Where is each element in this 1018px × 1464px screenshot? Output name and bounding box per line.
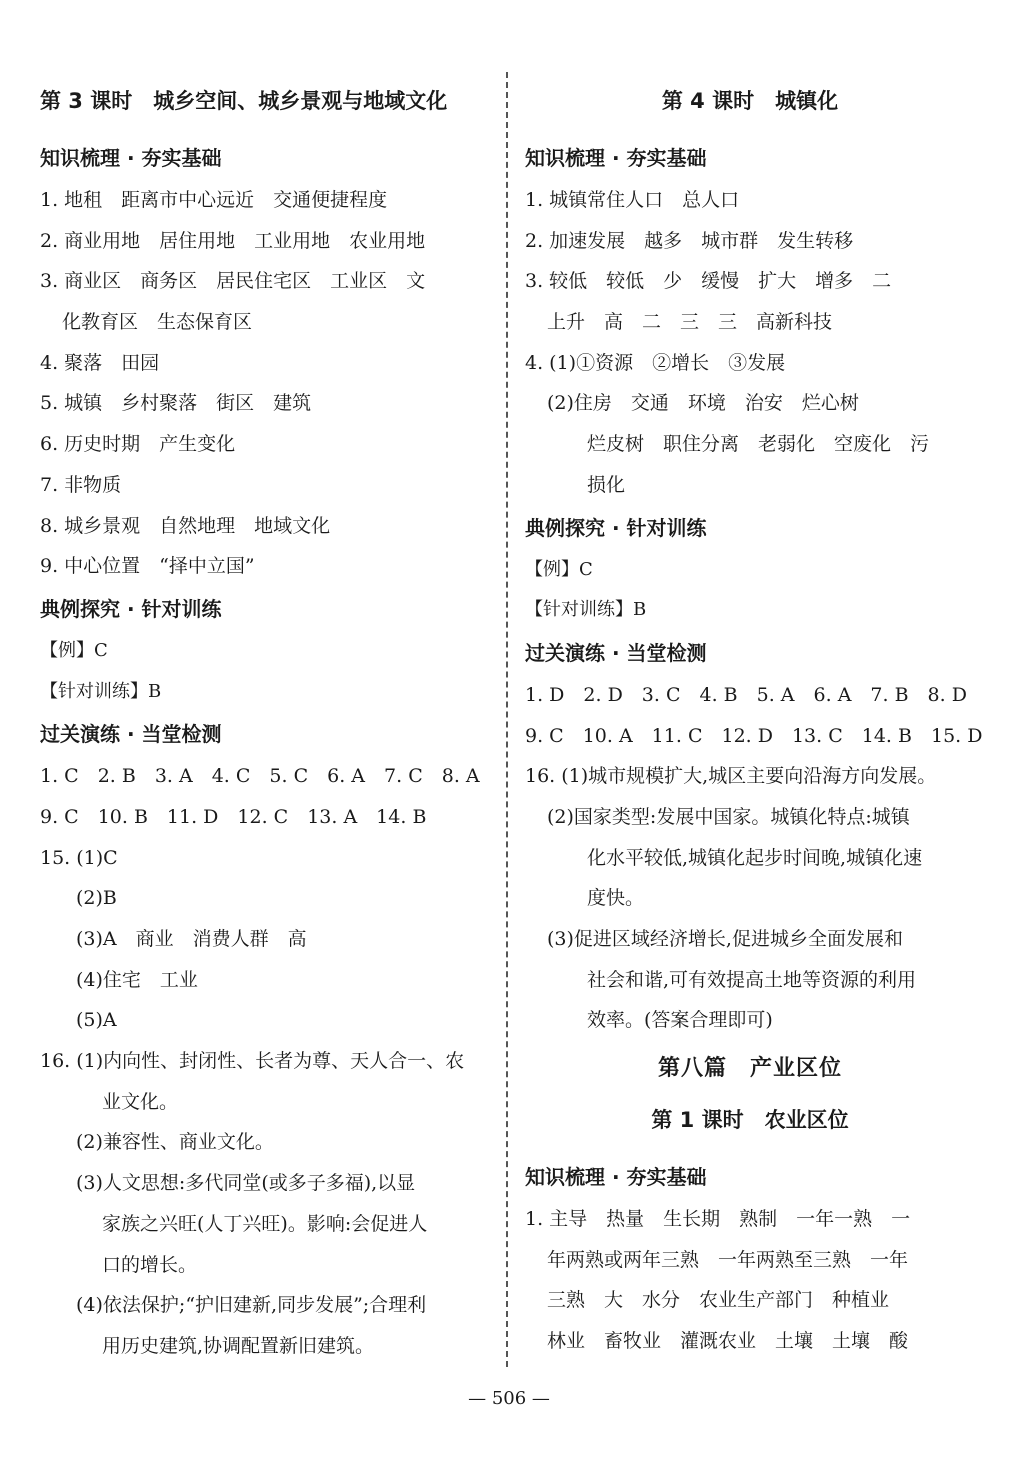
answer-line: 15. (1)C [40,846,118,869]
answer-line: (2)兼容性、商业文化。 [76,1131,274,1154]
answer-line: (3)促进区域经济增长,促进城乡全面发展和 [547,928,903,950]
answer-line: 1. 城镇常住人口 总人口 [525,189,740,211]
answer-line: 16. (1)城市规模扩大,城区主要向沿海方向发展。 [525,765,937,788]
section-heading: 典例探究 · 针对训练 [525,515,707,540]
answer-line: 1. C 2. B 3. A 4. C 5. C 6. A 7. C 8. A [40,765,480,788]
answer-line: (5)A [76,1009,117,1032]
answer-line: 8. 城乡景观 自然地理 地域文化 [40,514,331,537]
answer-line: 9. 中心位置 “择中立国” [40,555,255,578]
answer-line: 林业 畜牧业 灌溉农业 土壤 土壤 酸 [547,1330,909,1353]
answer-line: 3. 较低 较低 少 缓慢 扩大 增多 二 [525,270,892,293]
answer-line: (3)A 商业 消费人群 高 [76,928,307,950]
answer-line: 2. 商业用地 居住用地 工业用地 农业用地 [40,229,426,252]
column-divider [506,72,508,1367]
answer-line: 上升 高 二 三 三 高新科技 [547,311,833,334]
answer-line: 业文化。 [102,1090,179,1113]
lesson-title: 第 4 课时 城镇化 [661,89,839,113]
answer-line: 1. 主导 热量 生长期 熟制 一年一熟 一 [525,1208,911,1231]
answer-line: 用历史建筑,协调配置新旧建筑。 [102,1334,375,1357]
answer-line: 化水平较低,城镇化起步时间晚,城镇化速 [587,846,923,869]
answer-line: 损化 [587,473,626,496]
example-answer: 【例】C [525,558,593,580]
answer-line: 6. 历史时期 产生变化 [40,433,236,456]
answer-line: 2. 加速发展 越多 城市群 发生转移 [525,229,854,252]
answer-line: 5. 城镇 乡村聚落 街区 建筑 [40,392,312,415]
lesson-title: 第 3 课时 城乡空间、城乡景观与地域文化 [40,89,448,113]
section-heading: 知识梳理 · 夯实基础 [525,1165,707,1190]
answer-line: 1. 地租 距离市中心远近 交通便捷程度 [40,189,388,211]
training-answer: 【针对训练】B [40,680,162,702]
answer-line: (3)人文思想:多代同堂(或多子多福),以显 [76,1172,416,1195]
section-heading: 知识梳理 · 夯实基础 [525,146,707,170]
answer-line: 16. (1)内向性、封闭性、长者为尊、天人合一、农 [40,1050,465,1073]
left-column [40,78,490,1367]
section-heading: 过关演练 · 当堂检测 [40,722,222,747]
page-number: — 506 — [468,1388,550,1409]
answer-line: 三熟 大 水分 农业生产部门 种植业 [547,1289,890,1312]
answer-line: 效率。(答案合理即可) [587,1009,773,1032]
answer-line: (4)住宅 工业 [76,968,198,991]
answer-line: 4. (1)①资源 ②增长 ③发展 [525,351,786,374]
answer-line: 社会和谐,可有效提高土地等资源的利用 [587,968,917,991]
example-answer: 【例】C [40,639,108,661]
answer-line: 度快。 [587,887,645,910]
section-heading: 过关演练 · 当堂检测 [525,640,707,665]
section-heading: 知识梳理 · 夯实基础 [40,146,222,170]
answer-line: 3. 商业区 商务区 居民住宅区 工业区 文 [40,270,426,293]
part-title: 第八篇 产业区位 [657,1056,842,1082]
answer-line: 4. 聚落 田园 [40,351,160,374]
section-heading: 典例探究 · 针对训练 [40,596,222,621]
answer-line: 1. D 2. D 3. C 4. B 5. A 6. A 7. B 8. D [525,683,967,706]
lesson-title: 第 1 课时 农业区位 [651,1108,849,1133]
answer-line: 9. C 10. A 11. C 12. D 13. C 14. B 15. D [525,724,983,747]
answer-line: 年两熟或两年三熟 一年两熟至三熟 一年 [547,1248,909,1271]
answer-line: (2)B [76,887,117,910]
answer-line: 口的增长。 [102,1253,198,1276]
answer-line: (4)依法保护;“护旧建新,同步发展”;合理利 [76,1294,427,1317]
answer-line: (2)国家类型:发展中国家。城镇化特点:城镇 [547,805,910,828]
answer-line: 9. C 10. B 11. D 12. C 13. A 14. B [40,805,427,828]
answer-line: 烂皮树 职住分离 老弱化 空废化 污 [587,433,930,456]
answer-line: (2)住房 交通 环境 治安 烂心树 [547,392,859,415]
answer-line: 7. 非物质 [40,473,122,496]
right-column [525,78,983,1362]
answer-line: 化教育区 生态保育区 [62,311,253,334]
answer-line: 家族之兴旺(人丁兴旺)。影响:会促进人 [102,1212,428,1235]
training-answer: 【针对训练】B [525,599,647,621]
